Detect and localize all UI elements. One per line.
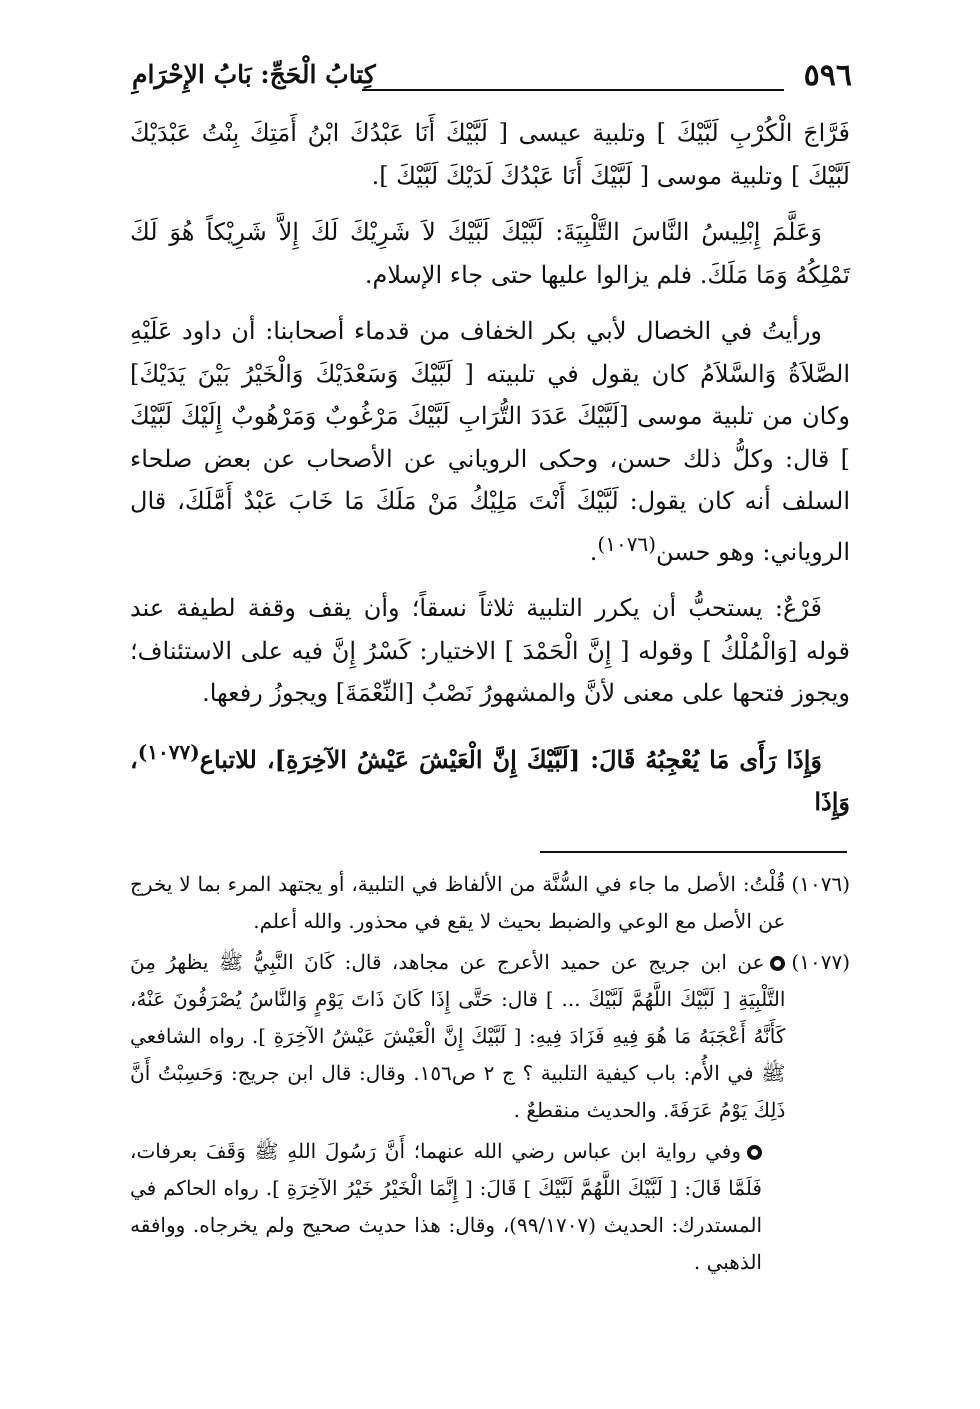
paragraph-2: وَعَلَّمَ إِبْلِيسُ النَّاسَ التَّلْبِيَةَ: لَبَّيْكَ لَبَّيْكَ لاَ شَرِيْكَ لَكَ إِلاَّ شَرِيْكاً هُوَ لَكَ تَمْلِكُهُ وَمَا مَلَكَ. فلم يزالوا عليها حتى جاء الإسلام. [130, 218, 850, 289]
paragraph-3 [130, 310, 850, 573]
paragraph-3-end: . [589, 537, 598, 566]
footnote-text: قُلْتُ: الأصل ما جاء في السُّنَّة من الألفاظ في التلبية، أو يجتهد المرء بما لا يخرج عن الأصل مع الوعي والضبط بحيث لا يقع في محذور. والله أعلم. [130, 872, 786, 933]
footnote-text: عن ابن جريج عن حميد الأعرج عن مجاهد، قال: كَانَ النَّبِيُّ ﷺ يظهرُ مِنَ التَّلْبِيَةِ [ لَبَّيْكَ اللَّهُمَّ لَبَّيْكَ ... ] قال: حَتَّى إِذَا كَانَ ذَاتَ يَوْمٍ وَالنَّاسُ يُصْرَفُونَ عَنْهُ، كَأَنَّهُ أَعْجَبَهُ مَا هُوَ فِيهِ فَزَادَ فِيهِ: [ لَبَّيْكَ إِنَّ الْعَيْشَ عَيْشُ الآخِرَةِ ]. رواه الشافعي ﷺ في الأُم: باب كيفية التلبية ؟ ج ٢ ص١٥٦. وقال: قال ابن جريج: وَحَسِبْتُ أَنَّ ذَلِكَ يَوْمُ عَرَفَةَ. والحديث منقطعٌ . [130, 950, 786, 1122]
paragraph-5-end: ، وَإِذَا [130, 744, 850, 816]
paragraph-1: فَرَّاجَ الْكُرْبِ لَبَّيْكَ ] وتلبية عيسى [ لَبَّيْكَ أَنَا عَبْدُكَ ابْنُ أَمَتِكَ بِنْتُ عَبْدَيْكَ لَبَّيْكَ ] وتلبية موسى [ لَبَّيْكَ أَنَا عَبْدُكَ لَدَيْكَ لَبَّيْكَ ]. [130, 119, 850, 190]
footnote-body [130, 866, 785, 940]
running-title: كِتابُ الْحَجِّ: بَابُ الإِحْرَامِ [132, 60, 376, 89]
footnote-paragraph [130, 1133, 762, 1281]
footnote-1076 [130, 866, 850, 940]
footnote-text: وفي رواية ابن عباس رضي الله عنهما؛ أَنَّ رَسُولَ اللهِ ﷺ وَقَفَ بعرفات، فَلَمَّا قَالَ: [ لَبَّيْكَ اللَّهُمَّ لَبَّيْكَ ] قَالَ: [ إِنَّمَا الْخَيْرُ خَيْرُ الآخِرَةِ ]. رواه الحاكم في المستدرك: الحديث (٩٩/١٧٠٧)، وقال: هذا حديث صحيح ولم يخرجاه. ووافقه الذهبي . [130, 1139, 763, 1274]
paragraph-5-text: وَإِذَا رَأَى مَا يُعْجِبُهُ قَالَ: [لَبَّيْكَ إِنَّ الْعَيْشَ عَيْشُ الآخِرَةِ]، للاتباع [199, 744, 822, 774]
footnote-separator [540, 851, 847, 853]
footnote-paragraph [130, 944, 785, 1129]
paragraph-5 [130, 731, 850, 824]
bullet-icon [747, 1145, 762, 1160]
footnote-ref-1077: (١٠٧٧) [137, 739, 200, 764]
header-rule [362, 89, 784, 91]
footnotes [130, 866, 850, 1285]
bullet-icon [770, 956, 785, 971]
footnote-body [130, 944, 785, 1129]
main-text [130, 112, 850, 824]
paragraph-3-text: ورأيتُ في الخصال لأبي بكر الخفاف من قدماء أصحابنا: أن داود عَلَيْهِ الصَّلاَةُ وَالسَّلاَمُ كان يقول في تلبيته [ لَبَّيْكَ وَسَعْدَيْكَ وَالْخَيْرُ بَيْنَ يَدَيْكَ] وكان من تلبية موسى [لَبَّيْكَ عَدَدَ التُّرَابِ لَبَّيْكَ مَرْغُوبٌ وَمَرْهُوبٌ إِلَيْكَ لَبَّيْكَ ] قال: وكلُّ ذلك حسن، وحكى الروياني عن الأصحاب عن بعض صلحاء السلف أنه كان يقول: لَبَّيْكَ أَنْتَ مَلِيْكُ مَنْ مَلَكَ مَا خَابَ عَبْدٌ أَمَّلَكَ، قال الروياني: وهو حسن [130, 317, 851, 566]
footnote-1077-continued [130, 1133, 850, 1281]
page-header [132, 56, 852, 96]
footnote-ref-1076: (١٠٧٦) [597, 531, 656, 556]
page-number: ٥٩٦ [803, 58, 852, 93]
footnote-1077 [130, 944, 850, 1129]
paragraph-4: فَرْعٌ: يستحبُّ أن يكرر التلبية ثلاثاً نسقاً؛ وأن يقف وقفة لطيفة عند قوله [وَالْمُلْكُ ] وقوله [ إِنَّ الْحَمْدَ ] الاختيار: كَسْرُ إِنَّ فيه على الاستئناف؛ ويجوز فتحها على معنى لأنَّ والمشهورُ نَصْبُ [النِّعْمَةَ] ويجوزُ رفعها. [130, 594, 850, 707]
footnote-number: (١٠٧٦) [791, 872, 850, 896]
footnote-number: (١٠٧٧) [791, 950, 850, 974]
